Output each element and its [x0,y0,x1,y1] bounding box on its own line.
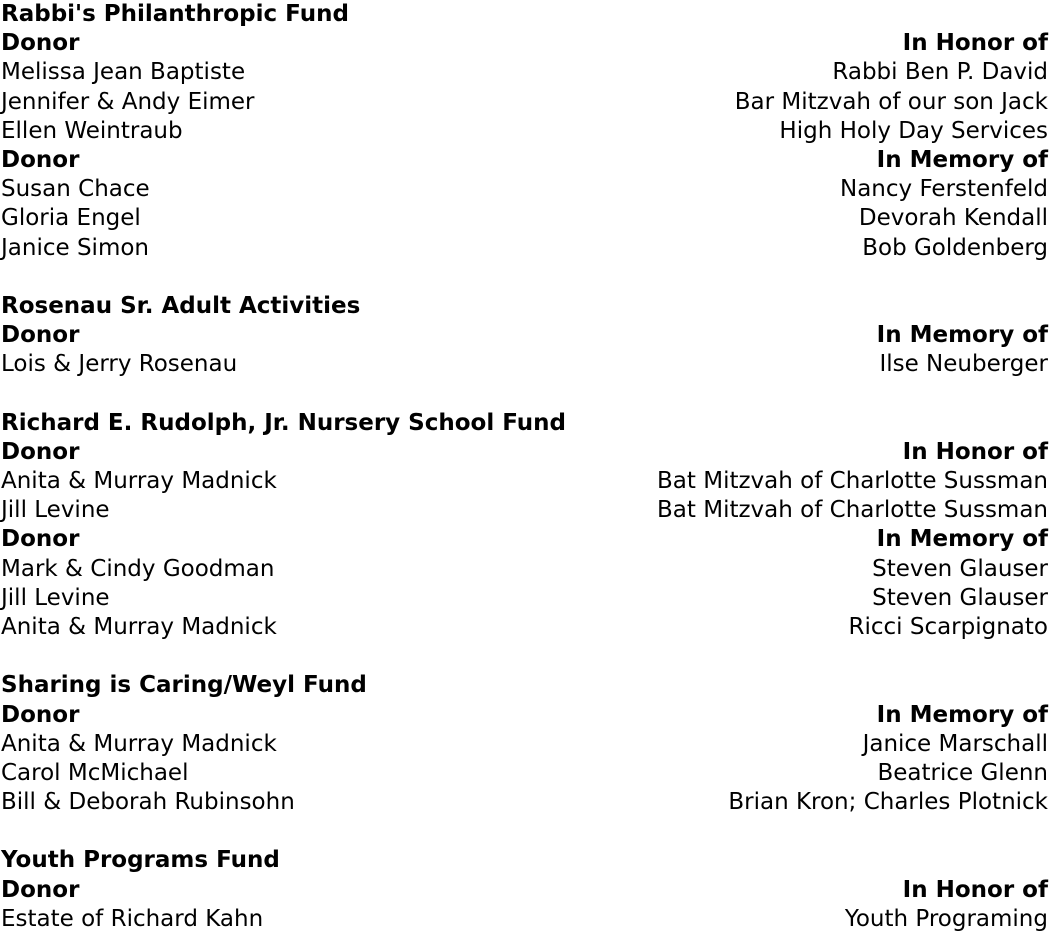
donor-name: Mark & Cindy Goodman [1,555,275,582]
donor-name: Lois & Jerry Rosenau [1,351,238,378]
donation-row [1,58,1048,87]
donation-row [1,584,1048,613]
column-header-row [1,146,1048,175]
tribute-type-header: In Honor of [902,30,1048,57]
donor-name: Ellen Weintraub [1,117,183,144]
donation-row [1,204,1048,233]
fund-title: Youth Programs Fund [1,847,280,874]
donor-name: Anita & Murray Madnick [1,613,277,640]
donor-header: Donor [1,30,80,57]
honoree-name: Bat Mitzvah of Charlotte Sussman [657,468,1048,494]
donor-name: Jill Levine [1,497,110,524]
fund-section [1,409,1048,643]
donor-name: Estate of Richard Kahn [1,905,264,932]
donor-header: Donor [1,322,80,349]
column-header-row [1,29,1048,58]
column-header-row [1,321,1048,350]
section-spacer [1,379,1048,408]
honoree-name: Nancy Ferstenfeld [840,176,1048,203]
donation-row [1,117,1048,146]
honoree-name: Beatrice Glenn [877,759,1048,786]
donor-header: Donor [1,876,80,903]
section-spacer [1,817,1048,846]
donation-row [1,88,1048,117]
donor-name: Melissa Jean Baptiste [1,59,246,86]
donor-name: Bill & Deborah Rubinsohn [1,789,295,816]
honoree-name: Brian Kron; Charles Plotnick [728,789,1048,816]
honoree-name: Janice Marschall [862,730,1048,757]
donation-row [1,613,1048,642]
donor-name: Anita & Murray Madnick [1,730,277,757]
fund-title: Rosenau Sr. Adult Activities [1,292,361,319]
donation-row [1,467,1048,496]
donation-row [1,905,1048,934]
donor-name: Jennifer & Andy Eimer [1,88,255,115]
donor-name: Susan Chace [1,176,150,203]
donation-row [1,350,1048,379]
honoree-name: Steven Glauser [872,555,1048,582]
fund-section [1,292,1048,380]
tribute-type-header: In Memory of [876,146,1048,173]
honoree-name: Ricci Scarpignato [848,613,1048,640]
donation-row [1,175,1048,204]
donation-row [1,555,1048,584]
fund-title: Rabbi's Philanthropic Fund [1,1,349,27]
donation-row [1,234,1048,263]
fund-section [1,846,1048,934]
column-header-row [1,438,1048,467]
honoree-name: Bar Mitzvah of our son Jack [734,88,1048,115]
tribute-type-header: In Memory of [876,701,1048,728]
column-header-row [1,525,1048,554]
donor-header: Donor [1,701,80,728]
tribute-type-header: In Honor of [902,876,1048,903]
tribute-type-header: In Memory of [876,322,1048,349]
column-header-row [1,701,1048,730]
fund-title: Richard E. Rudolph, Jr. Nursery School Fund [1,409,567,436]
section-spacer [1,642,1048,671]
fund-section [1,0,1048,263]
donor-name: Janice Simon [1,234,149,261]
honoree-name: Bob Goldenberg [862,234,1048,261]
honoree-name: Ilse Neuberger [879,351,1048,378]
honoree-name: High Holy Day Services [779,117,1048,144]
donation-row [1,496,1048,525]
donor-header: Donor [1,146,80,173]
tribute-type-header: In Honor of [902,438,1048,465]
honoree-name: Rabbi Ben P. David [832,59,1048,86]
donor-header: Donor [1,438,80,465]
honoree-name: Devorah Kendall [858,205,1048,232]
honoree-name: Steven Glauser [872,584,1048,611]
column-header-row [1,876,1048,905]
donor-name: Jill Levine [1,584,110,611]
section-spacer [1,263,1048,292]
tribute-type-header: In Memory of [876,526,1048,553]
honoree-name: Bat Mitzvah of Charlotte Sussman [657,497,1048,524]
donation-row [1,730,1048,759]
donation-row [1,788,1048,817]
fund-section [1,671,1048,817]
donor-header: Donor [1,526,80,553]
fund-title: Sharing is Caring/Weyl Fund [1,672,367,699]
donation-row [1,759,1048,788]
honoree-name: Youth Programing [844,905,1048,932]
donor-name: Carol McMichael [1,759,189,786]
donor-name: Anita & Murray Madnick [1,468,277,494]
donor-name: Gloria Engel [1,205,141,232]
